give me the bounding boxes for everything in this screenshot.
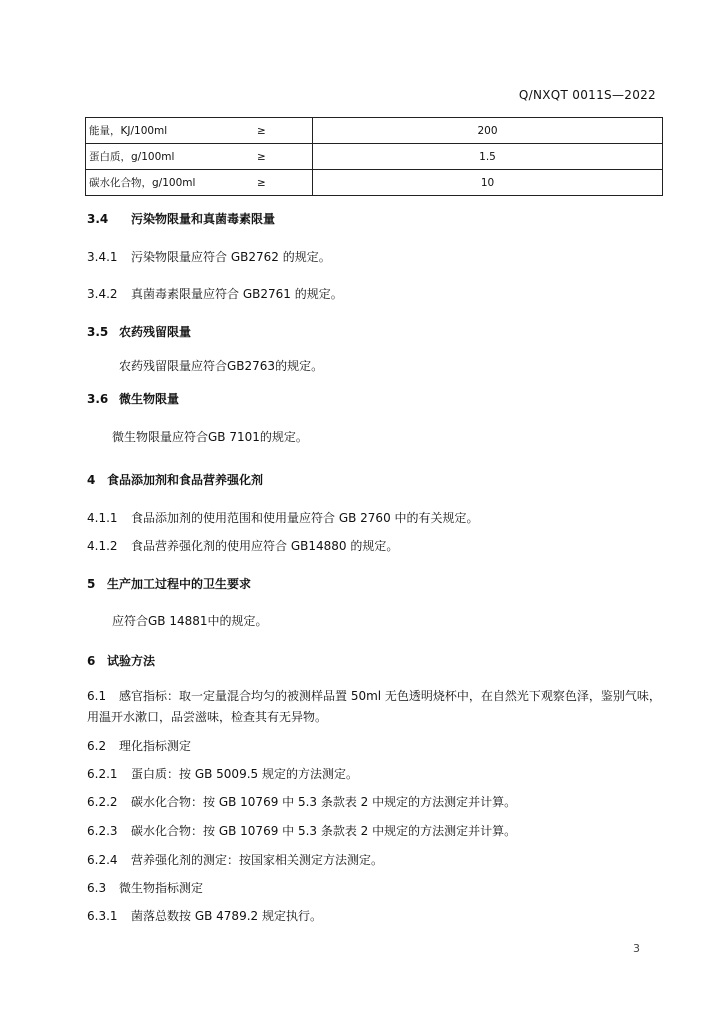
clause-text: 污染物限量应符合 GB2762 的规定。 <box>131 250 331 264</box>
clause-text: 碳水化合物：按 GB 10769 中 5.3 条款表 2 中规定的方法测定并计算。 <box>131 795 517 809</box>
clause-number: 6.2 <box>87 739 107 753</box>
section-number: 3.6 <box>87 392 109 406</box>
heading-4 <box>87 472 263 488</box>
row-name: 蛋白质，g/100ml <box>86 144 250 170</box>
nutrition-spec-table <box>85 117 663 196</box>
heading-3-4 <box>87 211 275 227</box>
clause-number: 6.2.1 <box>87 767 118 781</box>
heading-3-5 <box>87 324 191 340</box>
section-number: 6 <box>87 654 96 668</box>
clause-6-2-4 <box>87 852 383 868</box>
clause-6-3 <box>87 880 203 896</box>
clause-number: 6.1 <box>87 689 107 703</box>
clause-text: 菌落总数按 GB 4789.2 规定执行。 <box>131 909 322 923</box>
clause-number: 4.1.1 <box>87 511 118 525</box>
section-title: 微生物限量 <box>119 392 180 406</box>
paragraph-3-6: 微生物限量应符合GB 7101的规定。 <box>112 430 308 444</box>
clause-number: 6.2.2 <box>87 795 118 809</box>
clause-4-1-1 <box>87 510 479 526</box>
document-code: Q/NXQT 0011S—2022 <box>518 88 656 102</box>
table-row <box>86 144 663 170</box>
row-value: 200 <box>313 118 663 144</box>
clause-text: 食品添加剂的使用范围和使用量应符合 GB 2760 中的有关规定。 <box>131 511 479 525</box>
clause-3-4-1 <box>87 249 331 265</box>
section-title: 食品添加剂和食品营养强化剂 <box>107 473 264 487</box>
section-title: 生产加工过程中的卫生要求 <box>107 577 252 591</box>
clause-text: 真菌毒素限量应符合 GB2761 的规定。 <box>131 287 343 301</box>
clause-text: 蛋白质：按 GB 5009.5 规定的方法测定。 <box>131 767 358 781</box>
section-title: 污染物限量和真菌毒素限量 <box>131 212 276 226</box>
clause-6-2-3 <box>87 823 516 839</box>
clause-text: 营养强化剂的测定：按国家相关测定方法测定。 <box>131 853 384 867</box>
clause-number: 3.4.1 <box>87 250 118 264</box>
section-number: 5 <box>87 577 96 591</box>
table-row <box>86 170 663 196</box>
section-number: 4 <box>87 473 96 487</box>
row-value: 10 <box>313 170 663 196</box>
row-operator: ≥ <box>249 118 313 144</box>
row-name: 碳水化合物，g/100ml <box>86 170 250 196</box>
clause-6-2-2 <box>87 794 516 810</box>
table-row <box>86 118 663 144</box>
clause-text: 理化指标测定 <box>119 739 192 753</box>
clause-text: 食品营养强化剂的使用应符合 GB14880 的规定。 <box>131 539 399 553</box>
heading-6 <box>87 653 155 669</box>
clause-3-4-2 <box>87 286 343 302</box>
section-number: 3.4 <box>87 212 109 226</box>
clause-number: 6.2.4 <box>87 853 118 867</box>
section-number: 3.5 <box>87 325 109 339</box>
clause-6-3-1 <box>87 908 322 924</box>
page-number: 3 <box>633 942 640 955</box>
clause-number: 6.3 <box>87 881 107 895</box>
row-operator: ≥ <box>249 170 313 196</box>
row-operator: ≥ <box>249 144 313 170</box>
paragraph-5: 应符合GB 14881中的规定。 <box>112 614 268 628</box>
clause-number: 6.2.3 <box>87 824 118 838</box>
clause-text: 微生物指标测定 <box>119 881 204 895</box>
heading-5 <box>87 576 251 592</box>
clause-6-1 <box>87 686 665 728</box>
clause-text: 碳水化合物：按 GB 10769 中 5.3 条款表 2 中规定的方法测定并计算。 <box>131 824 517 838</box>
clause-text: 感官指标：取一定量混合均匀的被测样品置 50ml 无色透明烧杯中，在自然光下观察色泽，鉴别气味，用温开水漱口，品尝滋味，检查其有无异物。 <box>87 689 661 724</box>
row-value: 1.5 <box>313 144 663 170</box>
row-name: 能量，KJ/100ml <box>86 118 250 144</box>
clause-6-2 <box>87 738 191 754</box>
section-title: 农药残留限量 <box>119 325 192 339</box>
paragraph-3-5: 农药残留限量应符合GB2763的规定。 <box>119 359 324 373</box>
clause-number: 3.4.2 <box>87 287 118 301</box>
heading-3-6 <box>87 391 179 407</box>
clause-number: 6.3.1 <box>87 909 118 923</box>
clause-number: 4.1.2 <box>87 539 118 553</box>
clause-4-1-2 <box>87 538 398 554</box>
section-title: 试验方法 <box>107 654 156 668</box>
clause-6-2-1 <box>87 766 358 782</box>
